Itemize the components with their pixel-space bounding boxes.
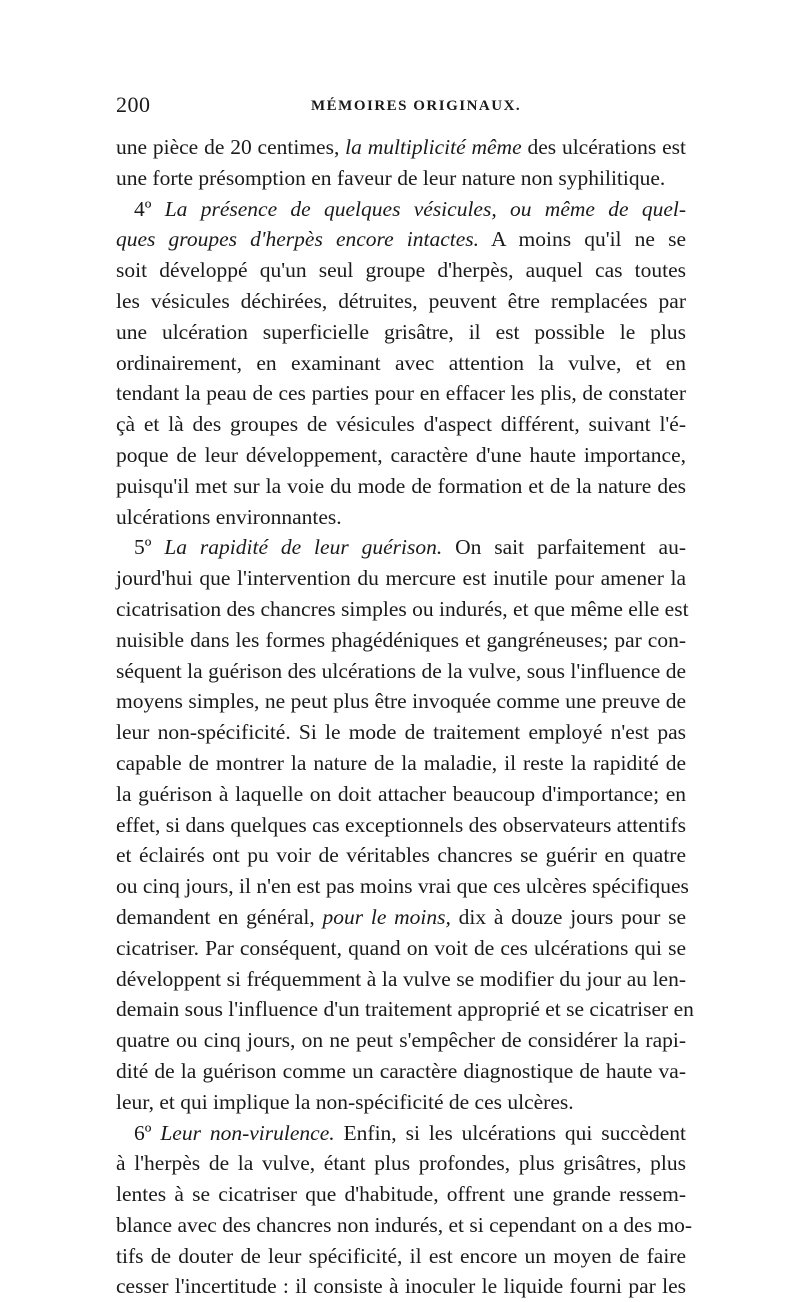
text-line: ulcérations environnantes. — [116, 504, 342, 529]
list-item-heading: 4º La présence de quelques vésicules, ou même de quel- — [134, 196, 686, 221]
text-line: et éclairés ont pu voir de véritables chancres se guérir en quatre — [116, 843, 686, 868]
text-line: développent si fréquemment à la vulve se modifier du jour au len- — [116, 966, 686, 991]
text-line: ques groupes d'herpès encore intactes. A moins qu'il ne se — [116, 227, 686, 252]
text-line: capable de montrer la nature de la maladie, il reste la rapidité de — [116, 750, 686, 775]
body-text — [116, 132, 694, 1302]
text-line: quatre ou cinq jours, on ne peut s'empêcher de considérer la rapi- — [116, 1028, 686, 1053]
text-line: jourd'hui que l'intervention du mercure est inutile pour amener la — [116, 566, 686, 591]
list-item-heading: 5º La rapidité de leur guérison. On sait parfaitement au- — [134, 535, 686, 560]
text-line: tifs de douter de leur spécificité, il est encore un moyen de faire — [116, 1243, 686, 1268]
text-line: dité de la guérison comme un caractère diagnostique de haute va- — [116, 1058, 686, 1083]
text-line: poque de leur développement, caractère d'une haute importance, — [116, 442, 686, 467]
text-line: demain sous l'influence d'un traitement approprié et se cicatriser en — [116, 997, 694, 1022]
page-header — [116, 92, 686, 132]
running-title: MÉMOIRES ORIGINAUX. — [311, 98, 522, 114]
text-line: une ulcération superficielle grisâtre, il est possible le plus — [116, 319, 686, 344]
text-line: çà et là des groupes de vésicules d'aspect différent, suivant l'é- — [116, 412, 686, 437]
text-line: séquent la guérison des ulcérations de la vulve, sous l'influence de — [116, 658, 686, 683]
text-line: leur non-spécificité. Si le mode de traitement employé n'est pas — [116, 720, 686, 745]
text-line: cesser l'incertitude : il consiste à inoculer le liquide fourni par les — [116, 1274, 686, 1299]
text-line: blance avec des chancres non indurés, et si cependant on a des mo- — [116, 1212, 693, 1237]
list-item-heading: 6º Leur non-virulence. Enfin, si les ulcérations qui succèdent — [134, 1120, 686, 1145]
text-line: lentes à se cicatriser que d'habitude, offrent une grande ressem- — [116, 1182, 686, 1207]
text-line: cicatrisation des chancres simples ou indurés, et que même elle est — [116, 596, 689, 621]
text-line: ou cinq jours, il n'en est pas moins vrai que ces ulcères spécifiques — [116, 874, 689, 899]
text-line: une pièce de 20 centimes, la multiplicité même des ulcérations est — [116, 135, 686, 159]
text-line: à l'herpès de la vulve, étant plus profondes, plus grisâtres, plus — [116, 1151, 686, 1176]
text-line: les vésicules déchirées, détruites, peuvent être remplacées par — [116, 288, 686, 313]
text-line: puisqu'il met sur la voie du mode de formation et de la nature des — [116, 473, 686, 498]
text-line: moyens simples, ne peut plus être invoquée comme une preuve de — [116, 689, 686, 714]
text-line: leur, et qui implique la non-spécificité de ces ulcères. — [116, 1089, 574, 1114]
text-line: cicatriser. Par conséquent, quand on voit de ces ulcérations qui se — [116, 935, 686, 960]
text-line: une forte présomption en faveur de leur nature non syphilitique. — [116, 165, 666, 190]
text-line: nuisible dans les formes phagédéniques et gangréneuses; par con- — [116, 627, 686, 652]
book-page — [116, 92, 694, 1302]
page-number: 200 — [116, 92, 151, 117]
text-line: effet, si dans quelques cas exceptionnels des observateurs attentifs — [116, 812, 686, 837]
text-line: soit développé qu'un seul groupe d'herpès, auquel cas toutes — [116, 258, 686, 283]
text-line: demandent en général, pour le moins, dix à douze jours pour se — [116, 904, 687, 929]
text-line: ordinairement, en examinant avec attention la vulve, et en — [116, 350, 686, 375]
text-line: tendant la peau de ces parties pour en effacer les plis, de constater — [116, 381, 686, 406]
text-line: la guérison à laquelle on doit attacher beaucoup d'importance; en — [116, 781, 686, 806]
